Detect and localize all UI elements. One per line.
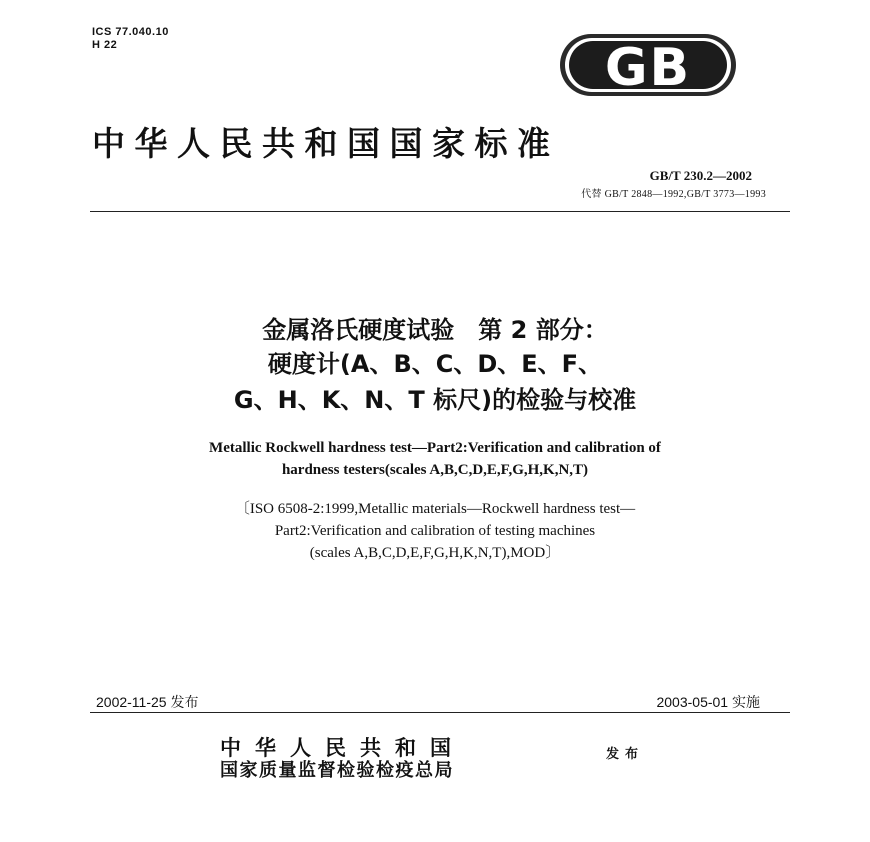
chinese-title: [0, 312, 870, 422]
english-title-line-2: hardness testers(scales A,B,C,D,E,F,G,H,K,N,T): [281, 462, 589, 478]
chinese-title-line-1: 金属洛氏硬度试验 第 2 部分：: [262, 316, 608, 344]
publisher-line-2: 国家质量监督检验检疫总局: [220, 760, 454, 781]
ccs-code: H 22: [92, 39, 118, 51]
classification-codes: [92, 26, 169, 52]
english-title-line-1: Metallic Rockwell hardness test—Part2:Verification and calibration of: [209, 440, 661, 456]
iso-reference-line-3: (scales A,B,C,D,E,F,G,H,K,N,T),MOD〕: [309, 545, 561, 561]
publisher-suffix: 发布: [606, 747, 645, 762]
iso-reference-line-1: 〔ISO 6508-2:1999,Metallic materials—Rockwell hardness test—: [234, 501, 636, 517]
publisher-line-1: 中华人民共和国: [220, 736, 465, 760]
replaces-note: 代替 GB/T 2848—1992,GB/T 3773—1993: [581, 189, 766, 200]
iso-reference-line-2: Part2:Verification and calibration of testing machines: [274, 523, 596, 539]
ics-code: ICS 77.040.10: [92, 26, 169, 38]
standard-code: GB/T 230.2—2002: [649, 168, 752, 183]
iso-reference: [0, 498, 870, 564]
publisher: [220, 736, 465, 782]
effective-date: 2003-05-01 实施: [656, 694, 760, 710]
bottom-divider: [90, 712, 790, 713]
gb-logo-text: GB: [604, 38, 692, 96]
chinese-title-line-3: G、H、K、N、T 标尺)的检验与校准: [233, 386, 637, 414]
national-standard-title: 中华人民共和国国家标准: [92, 124, 560, 163]
top-divider: [90, 211, 790, 212]
issue-date: 2002-11-25 发布: [96, 694, 199, 710]
gb-logo: [560, 34, 736, 96]
chinese-title-line-2: 硬度计(A、B、C、D、E、F、: [267, 350, 603, 378]
english-title: [0, 437, 870, 481]
